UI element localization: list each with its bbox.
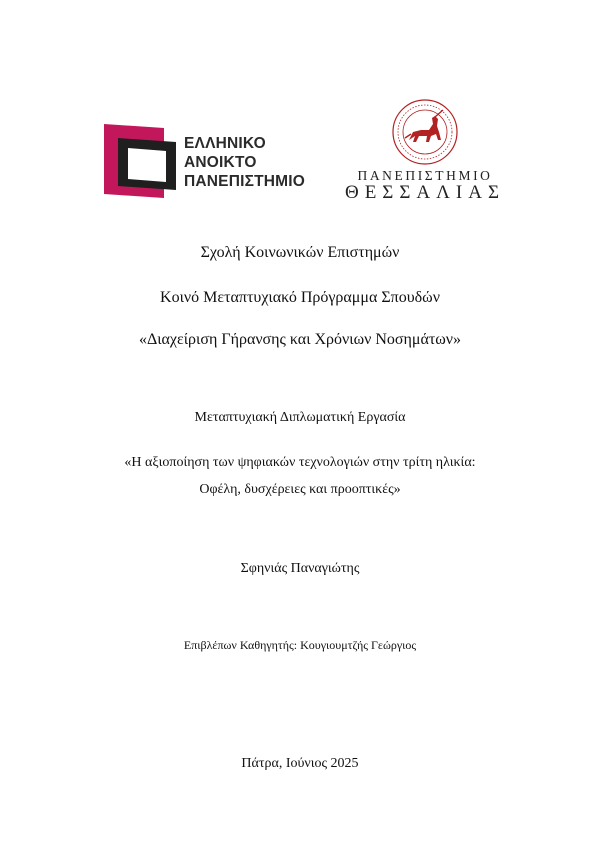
program-type: Κοινό Μεταπτυχιακό Πρόγραμμα Σπουδών [160, 289, 440, 306]
uth-name-line-2: ΘΕΣΣΑΛΙΑΣ [344, 182, 506, 203]
hellenic-open-university-logo [104, 124, 304, 198]
eap-emblem-icon [104, 124, 180, 198]
place-and-date: Πάτρα, Ιούνιος 2025 [241, 756, 359, 771]
centaur-seal-icon [385, 98, 465, 166]
thesis-type: Μεταπτυχιακή Διπλωματική Εργασία [194, 410, 406, 425]
university-of-thessaly-logo [330, 98, 520, 204]
thesis-title-line-2: Οφέλη, δυσχέρειες και προοπτικές» [199, 482, 401, 497]
program-name: «Διαχείριση Γήρανσης και Χρόνιων Νοσημάτων» [138, 331, 462, 348]
eap-name [184, 134, 305, 191]
author-name: Σφηνιάς Παναγιώτης [240, 561, 360, 576]
school-name: Σχολή Κοινωνικών Επιστημών [200, 244, 400, 261]
eap-name-line-1: ΕΛΛΗΝΙΚΟ [184, 135, 266, 152]
thesis-title-line-1: «Η αξιοποίηση των ψηφιακών τεχνολογιών στην τρίτη ηλικία: [124, 455, 476, 470]
eap-name-line-2: ΑΝΟΙΚΤΟ [184, 154, 257, 171]
uth-name-line-1: ΠΑΝΕΠΙΣΤΗΜΙΟ [357, 168, 493, 183]
eap-name-line-3: ΠΑΝΕΠΙΣΤΗΜΙΟ [184, 173, 306, 190]
supervisor: Επιβλέπων Καθηγητής: Κουγιουμτζής Γεώργιος [183, 638, 417, 652]
